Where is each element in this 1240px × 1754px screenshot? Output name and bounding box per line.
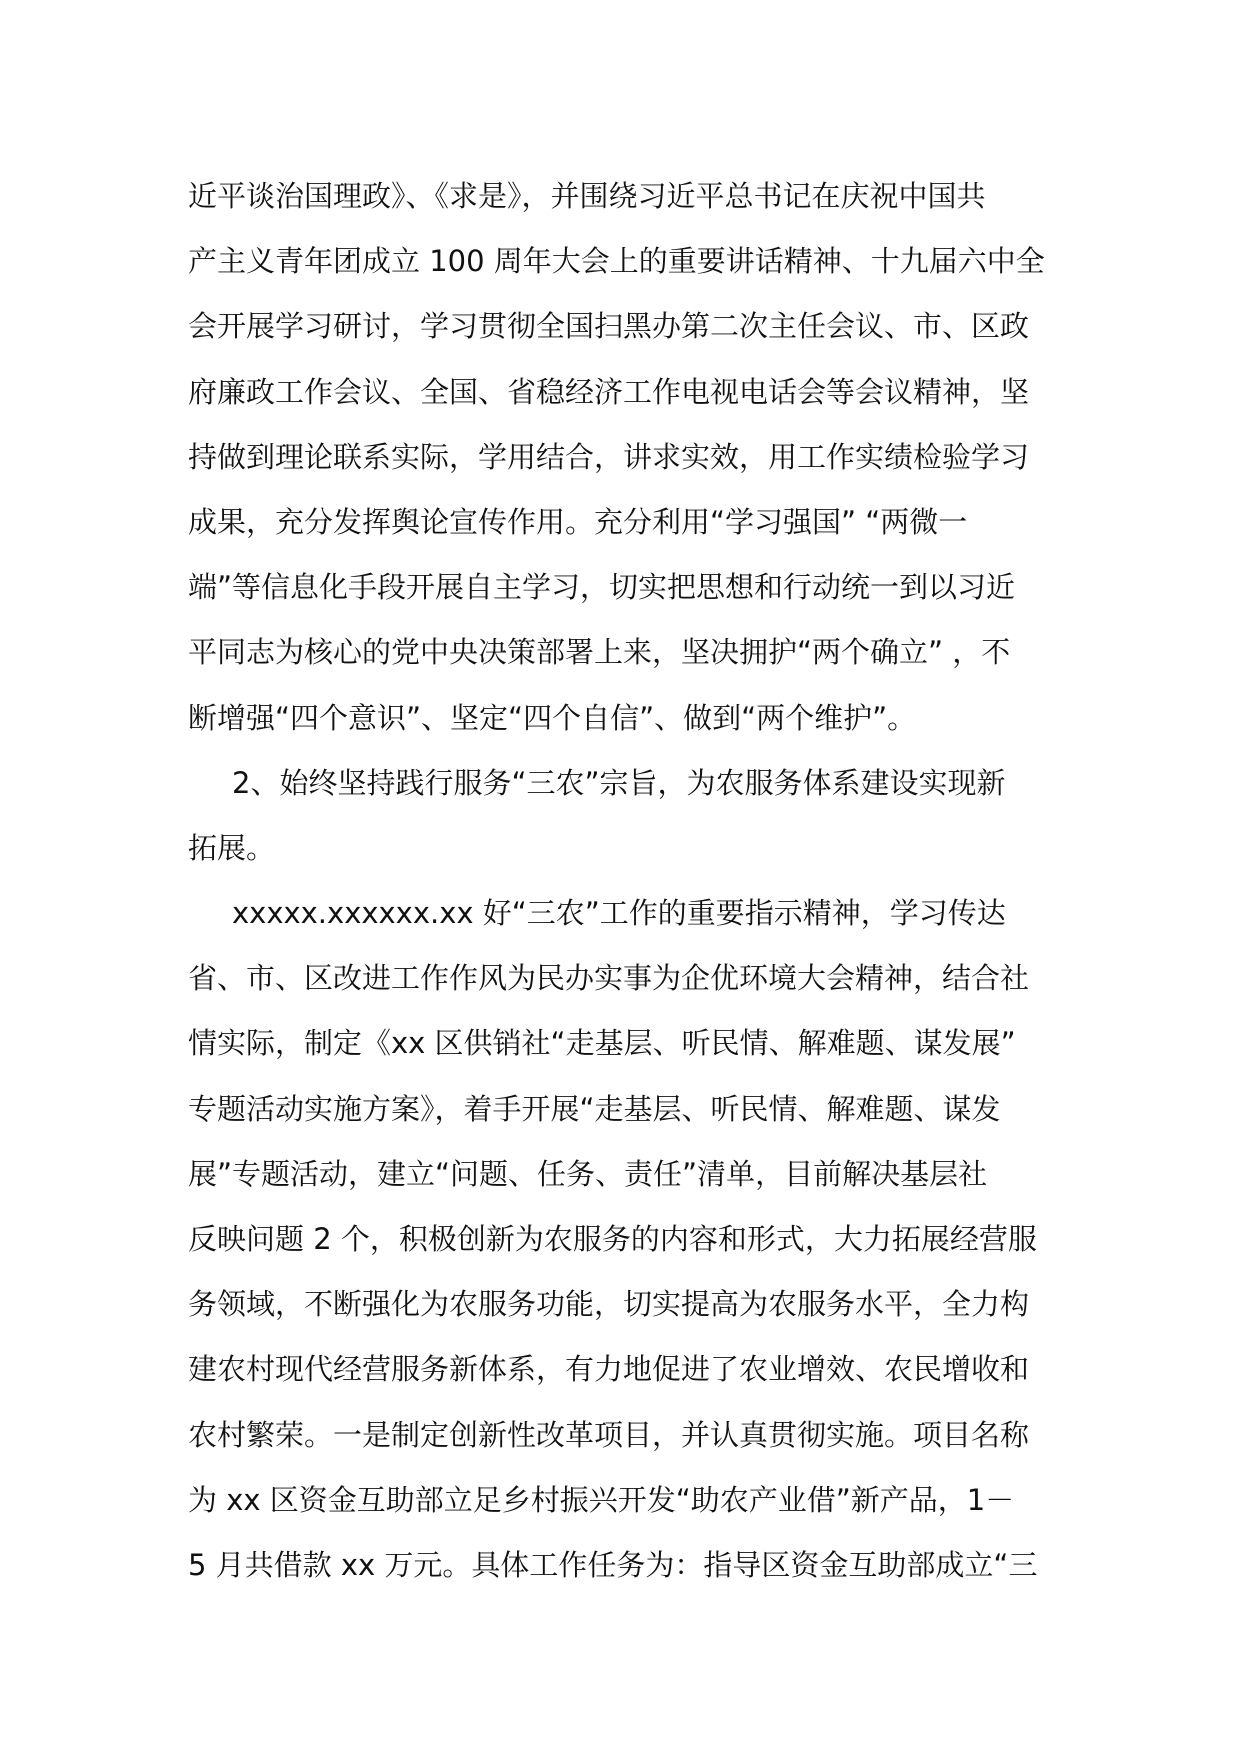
text-line: 务领域，不断强化为农服务功能，切实提高为农服务水平，全力构: [188, 1287, 1030, 1322]
text-line: 农村繁荣。一是制定创新性改革项目，并认真贯彻实施。项目名称: [188, 1417, 1030, 1452]
paragraph-start-line: xxxxx.xxxxxx.xx 好“三农”工作的重要指示精神，学习传达: [232, 896, 1006, 931]
text-line: 反映问题 2 个，积极创新为农服务的内容和形式，大力拓展经营服: [188, 1222, 1037, 1256]
text-line: 产主义青年团成立 100 周年大会上的重要讲话精神、十九届六中全: [188, 244, 1045, 279]
text-line: 断增强“四个意识”、坚定“四个自信”、做到“两个维护”。: [188, 700, 917, 735]
text-line: 5 月共借款 xx 万元。具体工作任务为：指导区资金互助部成立“三: [188, 1547, 1038, 1582]
text-line: 建农村现代经营服务新体系，有力地促进了农业增效、农民增收和: [188, 1352, 1030, 1387]
text-line: 成果，充分发挥舆论宣传作用。充分利用“学习强国” “两微一: [188, 504, 968, 539]
text-line: 府廉政工作会议、全国、省稳经济工作电视电话会等会议精神，坚: [188, 374, 1030, 409]
text-line: 近平谈治国理政》、《求是》，并围绕习近平总书记在庆祝中国共: [188, 179, 986, 213]
text-line: 专题活动实施方案》，着手开展“走基层、听民情、解难题、谋发: [188, 1091, 1001, 1126]
text-line: 为 xx 区资金互助部立足乡村振兴开发“助农产业借”新产品，1－: [188, 1482, 1015, 1517]
text-line: 省、市、区改进工作作风为民办实事为企优环境大会精神，结合社: [188, 961, 1030, 996]
text-line: 会开展学习研讨，学习贯彻全国扫黑办第二次主任会议、市、区政: [188, 309, 1030, 344]
text-line: 平同志为核心的党中央决策部署上来，坚决拥护“两个确立” ，不: [188, 635, 1011, 670]
text-line: 端”等信息化手段开展自主学习，切实把思想和行动统一到以习近: [188, 570, 1016, 605]
text-line: 展”专题活动，建立“问题、任务、责任”清单，目前解决基层社: [188, 1156, 988, 1191]
body-text: [188, 164, 1058, 1598]
section-heading-line: 2、始终坚持践行服务“三农”宗旨，为农服务体系建设实现新: [232, 765, 1006, 800]
section-heading-line: 拓展。: [188, 830, 276, 865]
text-line: 持做到理论联系实际，学用结合，讲求实效，用工作实绩检验学习: [188, 439, 1030, 474]
text-line: 情实际，制定《xx 区供销社“走基层、听民情、解难题、谋发展”: [188, 1026, 1016, 1061]
